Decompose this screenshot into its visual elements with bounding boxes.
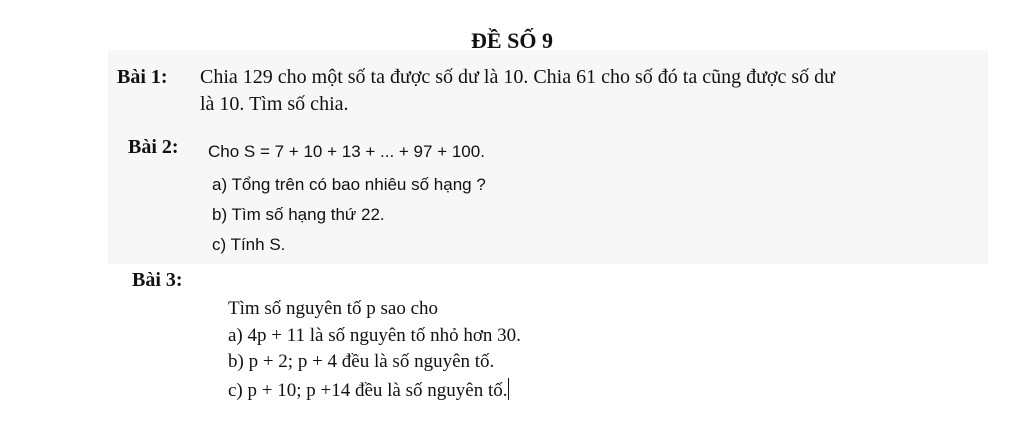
bai3-part-a: a) 4p + 11 là số nguyên tố nhỏ hơn 30.: [228, 325, 521, 346]
bai1-line1: Chia 129 cho một số ta được số dư là 10. Chia 61 cho số đó ta cũng được số dư: [200, 66, 835, 88]
bai2-part-c: c) Tính S.: [212, 235, 286, 254]
bai3-intro: Tìm số nguyên tố p sao cho: [228, 298, 439, 319]
bai2-part-b: b) Tìm số hạng thứ 22.: [212, 205, 385, 224]
bai3-label: Bài 3:: [132, 269, 183, 291]
bai2-label: Bài 2:: [128, 136, 179, 158]
bai2-intro: Cho S = 7 + 10 + 13 + ... + 97 + 100.: [208, 142, 485, 161]
text-cursor: [508, 378, 509, 400]
document-title: ĐỀ SỐ 9: [471, 28, 553, 53]
bai1-label: Bài 1:: [117, 66, 168, 88]
bai2-part-a: a) Tổng trên có bao nhiêu số hạng ?: [212, 175, 486, 194]
bai1-line2: là 10. Tìm số chia.: [200, 93, 349, 115]
bai3-part-c-row: [228, 378, 509, 402]
bai3-part-c: c) p + 10; p +14 đều là số nguyên tố.: [228, 380, 508, 401]
bai3-part-b: b) p + 2; p + 4 đều là số nguyên tố.: [228, 351, 495, 372]
